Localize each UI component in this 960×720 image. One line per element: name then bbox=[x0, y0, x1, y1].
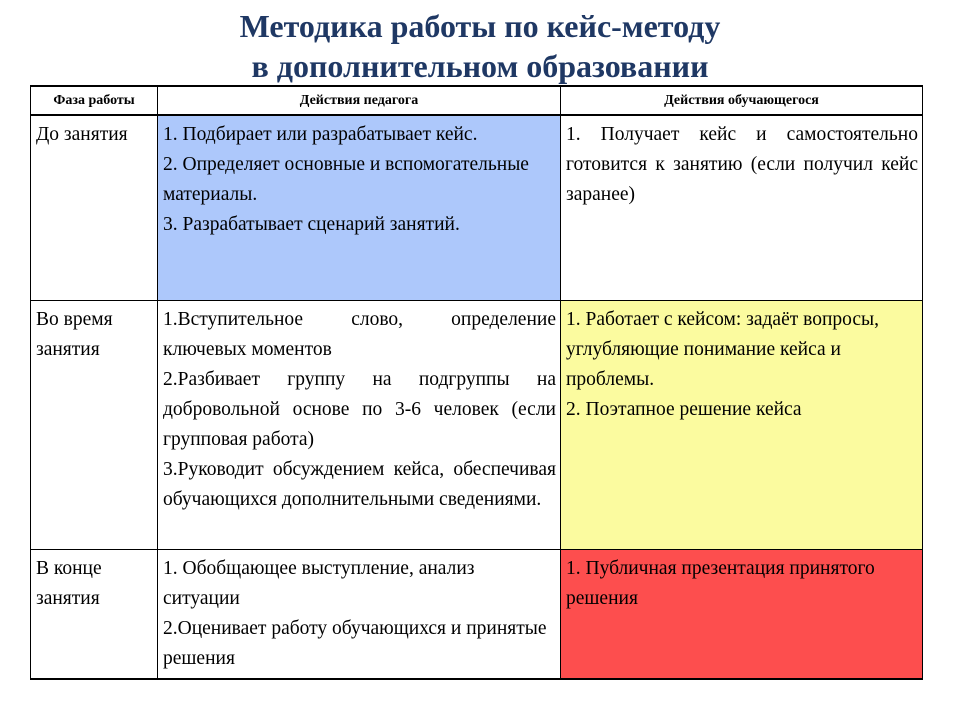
phase-cell: В конце занятия bbox=[31, 550, 158, 680]
teacher-item: 3.Руководит обсуждением кейса, обеспечивая обучающихся дополнительными сведениями. bbox=[163, 459, 556, 510]
title-line-2: в дополнительном образовании bbox=[251, 48, 709, 84]
student-item: 1. Получает кейс и самостоятельно готовится к занятию (если получил кейс заранее) bbox=[566, 124, 918, 205]
student-item: 1. Работает с кейсом: задаёт вопросы, углубляющие понимание кейса и проблемы. bbox=[566, 309, 880, 390]
teacher-item: 2.Оценивает работу обучающихся и принятые решения bbox=[163, 618, 547, 669]
teacher-item: 2.Разбивает группу на подгруппы на добровольной основе по 3-6 человек (если групповая работа) bbox=[163, 369, 556, 450]
teacher-cell bbox=[158, 301, 561, 550]
student-cell bbox=[561, 115, 923, 301]
page-title bbox=[0, 6, 960, 86]
header-phase: Фаза работы bbox=[31, 86, 158, 115]
table-row bbox=[31, 550, 923, 680]
case-method-table bbox=[30, 85, 923, 680]
student-cell bbox=[561, 301, 923, 550]
title-line-1: Методика работы по кейс-методу bbox=[239, 8, 721, 44]
header-student: Действия обучающегося bbox=[561, 86, 923, 115]
teacher-item: 3. Разрабатывает сценарий занятий. bbox=[163, 214, 460, 235]
teacher-item: 1. Подбирает или разрабатывает кейс. bbox=[163, 124, 478, 145]
table-header-row bbox=[31, 86, 923, 115]
student-item: 1. Публичная презентация принятого решения bbox=[566, 558, 875, 609]
teacher-item: 1.Вступительное слово, определение ключевых моментов bbox=[163, 309, 556, 360]
teacher-item: 2. Определяет основные и вспомогательные bbox=[163, 154, 529, 175]
table-row bbox=[31, 301, 923, 550]
student-cell bbox=[561, 550, 923, 680]
teacher-cell bbox=[158, 115, 561, 301]
teacher-item: материалы. bbox=[163, 184, 258, 205]
phase-cell: Во время занятия bbox=[31, 301, 158, 550]
table-row bbox=[31, 115, 923, 301]
student-item: 2. Поэтапное решение кейса bbox=[566, 399, 802, 420]
phase-cell: До занятия bbox=[31, 115, 158, 301]
teacher-item: 1. Обобщающее выступление, анализ ситуации bbox=[163, 558, 475, 609]
header-teacher: Действия педагога bbox=[158, 86, 561, 115]
teacher-cell bbox=[158, 550, 561, 680]
